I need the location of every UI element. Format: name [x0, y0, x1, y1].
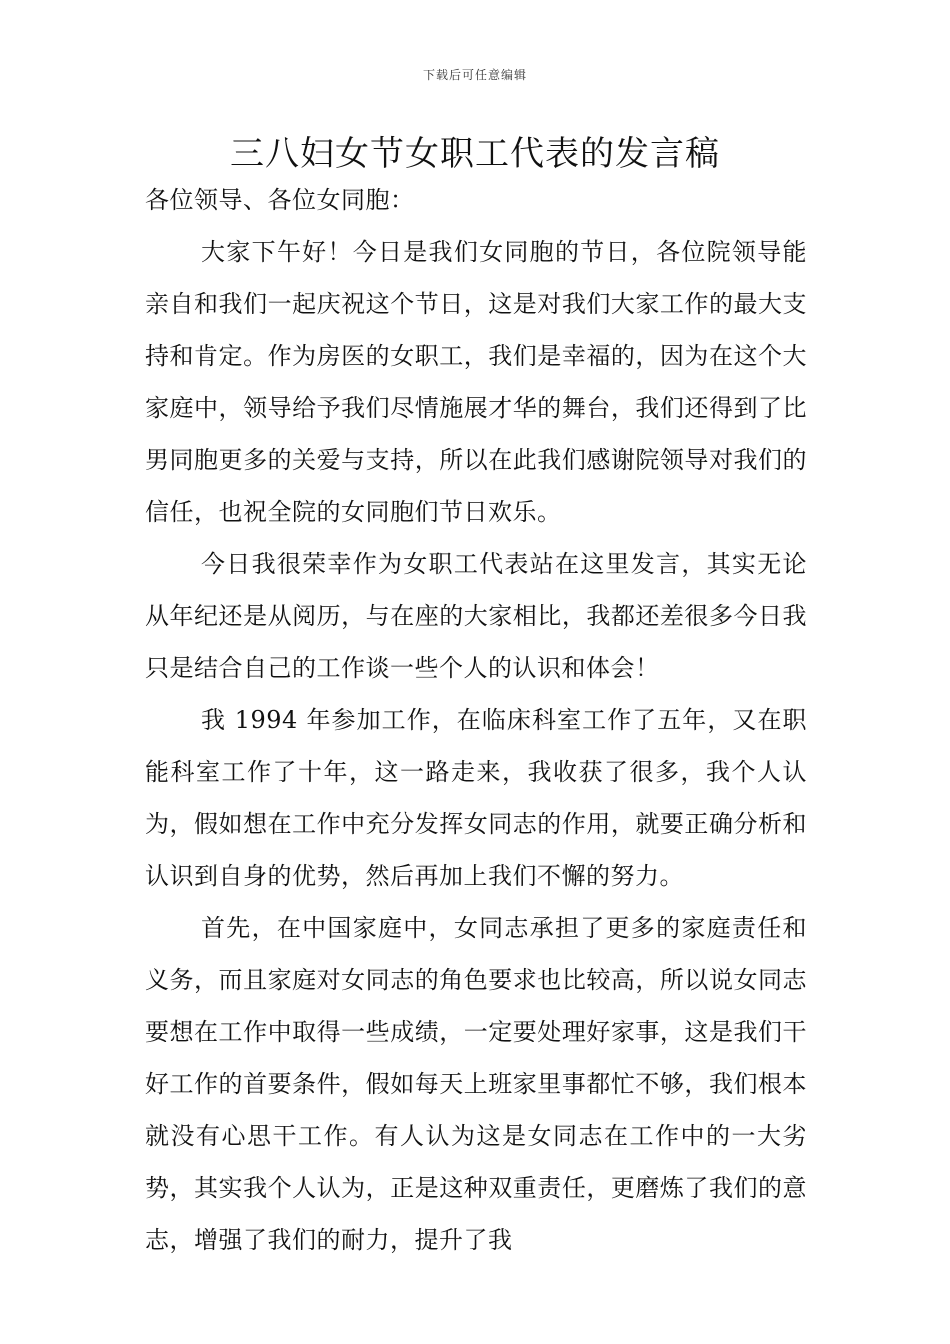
paragraph-1: 大家下午好！今日是我们女同胞的节日，各位院领导能亲自和我们一起庆祝这个节日，这是对我们大家工作的最大支持和肯定。作为房医的女职工，我们是幸福的，因为在这个大家庭中，领导给予我们尽情施展才华的舞台，我们还得到了比男同胞更多的关爱与支持，所以在此我们感谢院领导对我们的信任，也祝全院的女同胞们节日欢乐。	[145, 238, 807, 526]
paragraph-3: 我 1994 年参加工作，在临床科室工作了五年，又在职能科室工作了十年，这一路走来，我收获了很多，我个人认为，假如想在工作中充分发挥女同志的作用，就要正确分析和认识到自身的优势，然后再加上我们不懈的努力。	[145, 706, 807, 890]
paragraph-4: 首先，在中国家庭中，女同志承担了更多的家庭责任和义务，而且家庭对女同志的角色要求也比较高，所以说女同志要想在工作中取得一些成绩，一定要处理好家事，这是我们干好工作的首要条件，假如每天上班家里事都忙不够，我们根本就没有心思干工作。有人认为这是女同志在工作中的一大劣势，其实我个人认为，正是这种双重责任，更磨炼了我们的意志，增强了我们的耐力，提升了我	[145, 914, 807, 1254]
paragraph-2: 今日我很荣幸作为女职工代表站在这里发言，其实无论从年纪还是从阅历，与在座的大家相比，我都还差很多今日我只是结合自己的工作谈一些个人的认识和体会！	[145, 550, 807, 682]
document-title: 三八妇女节女职工代表的发言稿	[230, 134, 720, 174]
document-body	[145, 174, 807, 1266]
header-note: 下载后可任意编辑	[422, 68, 527, 82]
salutation: 各位领导、各位女同胞：	[145, 186, 415, 214]
